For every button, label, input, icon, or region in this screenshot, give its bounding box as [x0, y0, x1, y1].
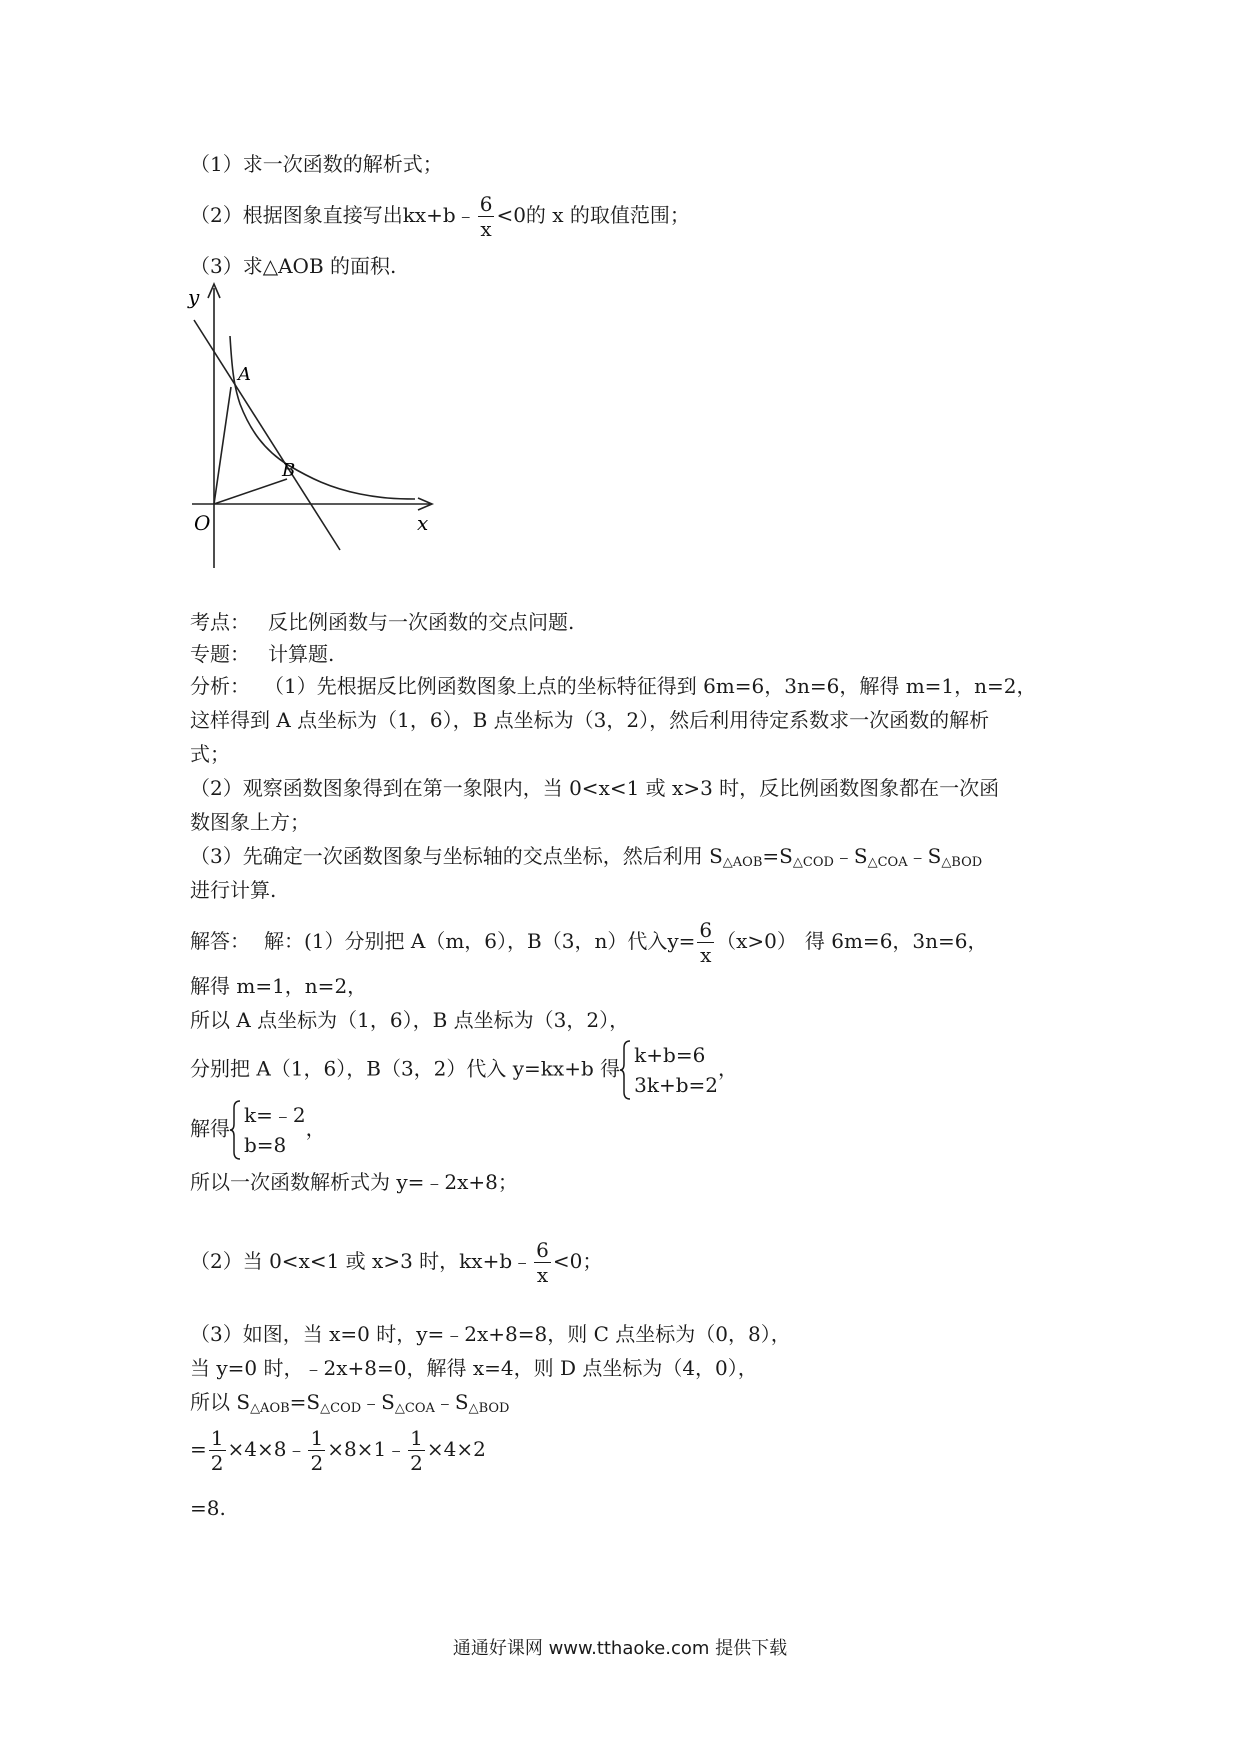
point-b-label: B [282, 460, 296, 481]
segment-oa [214, 387, 231, 504]
segment-ob [214, 479, 287, 504]
analysis-line-4: （2）观察函数图象得到在第一象限内，当 0<x<1 或 x>3 时，反比例函数图象都在一次函 [190, 776, 1000, 800]
fraction: $\frac{6}{x}$ [699, 918, 713, 967]
fraction: $\frac{1}{2}$ [310, 1426, 324, 1475]
question-1: （1）求一次函数的解析式； [190, 152, 443, 176]
linear-function-line [194, 320, 340, 550]
equation-system: k=﹣2 b=8 [230, 1100, 306, 1160]
equation-system: k+b=6 3k+b=2 [620, 1040, 718, 1100]
solution-line-4: 分别把 A（1，6），B（3，2）代入 y=kx+b 得 k+b=6 3k+b=2 ， [190, 1040, 738, 1100]
y-axis-label: y [188, 285, 200, 309]
analysis-line-7: 进行计算. [190, 878, 277, 902]
solution-line-10: 所以 $S_{\triangle AOB}=S_{\triangle COD}﹣S_{\triangle COA}﹣S_{\triangle BOD}$ [190, 1390, 510, 1416]
solution-line-7: （2）当 0<x<1 或 x>3 时，kx+b﹣ $\frac{6}{x}$ <0； [190, 1238, 603, 1287]
fraction: $\frac{1}{2}$ [410, 1426, 423, 1475]
solution-line-12: =8. [190, 1496, 226, 1520]
fraction: $\frac{1}{2}$ [210, 1426, 224, 1475]
solution-line-2: 解得 m=1，n=2， [190, 974, 368, 998]
fraction: $\frac{6}{x}$ [479, 192, 493, 241]
analysis-line-1: 分析： （1）先根据反比例函数图象上点的坐标特征得到 6m=6，3n=6，解得 m=1，n=2， [190, 674, 1037, 698]
solution-line-1: 解答： 解：(1）分别把 A（m，6），B（3，n）代入y= $\frac{6}{x}$ （x>0） 得 6m=6，3n=6， [190, 918, 988, 967]
question-3: （3）求△AOB 的面积. [190, 254, 397, 278]
zhuanti-line: 专题： 计算题. [190, 642, 335, 666]
solution-line-8: （3）如图，当 x=0 时，y=﹣2x+8=8，则 C 点坐标为（0，8）， [190, 1322, 791, 1346]
page-footer: 通通好课网 www.tthaoke.com 提供下载 [452, 1638, 788, 1659]
analysis-line-5: 数图象上方； [190, 810, 310, 834]
left-brace-icon [230, 1100, 242, 1160]
solution-line-3: 所以 A 点坐标为（1，6），B 点坐标为（3，2）， [190, 1008, 630, 1032]
question-2: （2）根据图象直接写出kx+b﹣ $\frac{6}{x}$ <0的 x 的取值范围； [190, 192, 690, 241]
solution-line-5: 解得 k=﹣2 b=8 ， [190, 1100, 326, 1160]
inverse-function-curve [230, 336, 415, 499]
solution-line-11: = $\frac{1}{2}$ ×4×8﹣ $\frac{1}{2}$ ×8×1﹣ $\frac{1}{2}$ ×4×2 [190, 1426, 486, 1475]
fraction: $\frac{6}{x}$ [536, 1238, 549, 1287]
solution-line-9: 当 y=0 时，﹣2x+8=0，解得 x=4，则 D 点坐标为（4，0）， [190, 1356, 758, 1380]
analysis-line-3: 式； [190, 742, 230, 766]
left-brace-icon [620, 1040, 632, 1100]
kaodian-line: 考点： 反比例函数与一次函数的交点问题. [190, 610, 575, 634]
x-axis-label: x [417, 511, 429, 535]
function-graph-figure [180, 280, 440, 580]
solution-line-6: 所以一次函数解析式为 y=﹣2x+8； [190, 1170, 518, 1194]
analysis-line-6: （3）先确定一次函数图象与坐标轴的交点坐标，然后利用 $S_{\triangle AOB}=S_{\triangle COD}﹣S_{\triangle COA}﹣S_{\triangle BOD}$ [190, 844, 983, 870]
origin-label: O [194, 511, 211, 535]
point-a-label: A [238, 364, 251, 385]
analysis-line-2: 这样得到 A 点坐标为（1，6），B 点坐标为（3，2），然后利用待定系数求一次函数的解析 [190, 708, 990, 732]
